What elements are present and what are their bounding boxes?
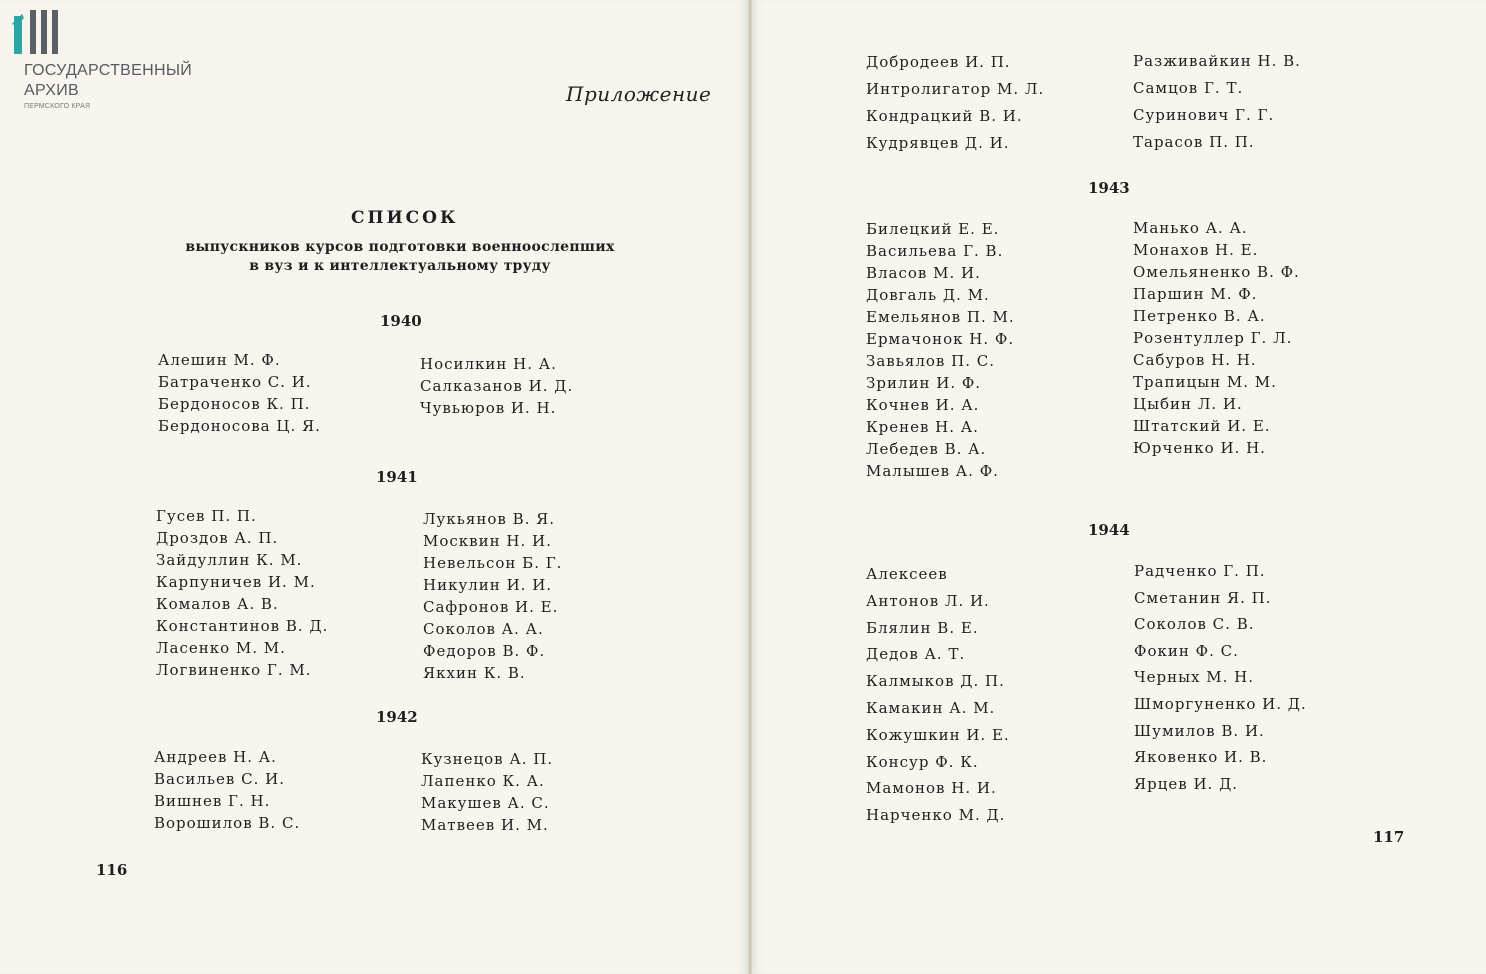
list-subtitle-line2: в вуз и к интеллектуальному труду [249, 258, 551, 274]
list-item: Константинов В. Д. [156, 617, 329, 635]
list-item: Якхин К. В. [423, 664, 526, 682]
list-item: Камакин А. М. [866, 698, 996, 717]
list-item: Васильева Г. В. [866, 242, 1004, 260]
list-item: Шумилов В. И. [1134, 721, 1265, 740]
names-1943-col2 [1133, 217, 1300, 459]
names-1941-col2 [423, 508, 562, 684]
list-item: Штатский И. Е. [1133, 417, 1271, 435]
logo-text-line2: АРХИВ [24, 82, 79, 99]
list-item: Фокин Ф. С. [1134, 641, 1239, 660]
list-item: Гусев П. П. [156, 507, 257, 525]
list-item: Соколов А. А. [423, 620, 544, 638]
list-item: Власов М. И. [866, 264, 981, 282]
list-item: Довгаль Д. М. [866, 286, 990, 304]
list-subtitle [170, 238, 630, 276]
list-item: Трапицын М. М. [1133, 373, 1277, 391]
list-item: Калмыков Д. П. [866, 672, 1005, 691]
names-1943-col1 [866, 218, 1015, 482]
list-item: Ласенко М. М. [156, 639, 286, 657]
list-item: Добродеев И. П. [866, 53, 1011, 71]
list-item: Невельсон Б. Г. [423, 554, 563, 572]
list-item: Логвиненко Г. М. [156, 661, 312, 679]
list-item: Салказанов И. Д. [420, 377, 574, 395]
list-item: Дроздов А. П. [156, 529, 279, 547]
list-item: Юрченко И. Н. [1133, 439, 1266, 457]
list-item: Дедов А. Т. [866, 645, 966, 664]
names-continued-col1 [866, 49, 1044, 157]
archive-logo [8, 6, 208, 116]
year-heading-1943: 1943 [1088, 179, 1130, 197]
list-item: Лапенко К. А. [421, 772, 545, 790]
names-1940-col2 [420, 353, 573, 419]
list-item: Зайдуллин К. М. [156, 551, 303, 569]
list-item: Вишнев Г. Н. [154, 792, 271, 810]
list-item: Москвин Н. И. [423, 532, 552, 550]
year-heading-1942: 1942 [376, 708, 418, 726]
page-number-right: 117 [1373, 828, 1405, 846]
logo-text-line3: ПЕРМСКОГО КРАЯ [24, 103, 91, 110]
page-number-left: 116 [96, 861, 128, 879]
list-item: Алексеев [866, 565, 948, 583]
list-item: Завьялов П. С. [866, 352, 995, 370]
list-item: Алешин М. Ф. [158, 351, 281, 369]
names-1942-col2 [421, 748, 553, 836]
list-item: Сафронов И. Е. [423, 598, 559, 616]
list-item: Ермачонок Н. Ф. [866, 330, 1015, 348]
list-item: Батраченко С. И. [158, 373, 312, 391]
list-item: Петренко В. А. [1133, 307, 1266, 325]
list-item: Бердоносова Ц. Я. [158, 417, 321, 435]
list-item: Кудрявцев Д. И. [866, 134, 1010, 152]
list-item: Шморгуненко И. Д. [1134, 694, 1307, 713]
list-item: Васильев С. И. [154, 770, 286, 788]
list-item: Розентуллер Г. Л. [1133, 329, 1293, 347]
list-item: Разживайкин Н. В. [1133, 52, 1301, 70]
list-item: Кочнев И. А. [866, 396, 980, 414]
list-item: Самцов Г. Т. [1133, 79, 1244, 97]
list-item: Радченко Г. П. [1134, 562, 1266, 580]
list-item: Носилкин Н. А. [420, 355, 557, 373]
list-item: Омельяненко В. Ф. [1133, 263, 1300, 281]
list-item: Консур Ф. К. [866, 752, 979, 771]
list-item: Кузнецов А. П. [421, 750, 554, 768]
list-item: Ярцев И. Д. [1134, 774, 1239, 793]
names-continued-col2 [1133, 48, 1301, 156]
list-title: СПИСОК [351, 208, 459, 228]
list-item: Билецкий Е. Е. [866, 220, 1000, 238]
list-item: Тарасов П. П. [1133, 133, 1255, 151]
list-item: Карпуничев И. М. [156, 573, 316, 591]
list-item: Кожушкин И. Е. [866, 725, 1010, 744]
list-item: Емельянов П. М. [866, 308, 1015, 326]
list-item: Федоров В. Ф. [423, 642, 546, 660]
year-heading-1940: 1940 [380, 312, 422, 330]
list-item: Малышев А. Ф. [866, 462, 999, 480]
list-item: Чувьюров И. Н. [420, 399, 557, 417]
list-item: Яковенко И. В. [1134, 748, 1268, 767]
list-item: Мамонов Н. И. [866, 779, 997, 798]
archive-logo-icon [8, 6, 68, 60]
list-item: Кренев Н. А. [866, 418, 979, 436]
list-item: Блялин В. Е. [866, 618, 979, 637]
year-heading-1944: 1944 [1088, 521, 1130, 539]
list-item: Бердоносов К. П. [158, 395, 311, 413]
list-item: Соколов С. В. [1134, 615, 1255, 634]
list-item: Суринович Г. Г. [1133, 106, 1275, 124]
year-heading-1941: 1941 [376, 468, 418, 486]
list-item: Андреев Н. А. [154, 748, 277, 766]
list-item: Интролигатор М. Л. [866, 80, 1045, 98]
list-item: Матвеев И. М. [421, 816, 549, 834]
list-item: Антонов Л. И. [866, 591, 990, 610]
list-item: Манько А. А. [1133, 219, 1248, 237]
list-item: Ворошилов В. С. [154, 814, 301, 832]
names-1944-col1 [866, 561, 1010, 829]
list-item: Зрилин И. Ф. [866, 374, 982, 392]
list-item: Сабуров Н. Н. [1133, 351, 1257, 369]
list-item: Цыбин Л. И. [1133, 395, 1243, 413]
logo-text-line1: ГОСУДАРСТВЕННЫЙ [24, 62, 193, 79]
list-item: Черных М. Н. [1134, 668, 1254, 687]
list-item: Лукьянов В. Я. [423, 510, 556, 528]
names-1941-col1 [156, 505, 328, 681]
list-item: Паршин М. Ф. [1133, 285, 1258, 303]
list-item: Комалов А. В. [156, 595, 279, 613]
list-item: Лебедев В. А. [866, 440, 987, 458]
list-subtitle-line1: выпускников курсов подготовки военноослепших [185, 239, 615, 255]
list-item: Монахов Н. Е. [1133, 241, 1259, 259]
appendix-label: Приложение [566, 82, 712, 106]
list-item: Сметанин Я. П. [1134, 588, 1272, 607]
names-1944-col2 [1134, 558, 1307, 797]
names-1940-col1 [158, 349, 321, 437]
list-item: Макушев А. С. [421, 794, 550, 812]
names-1942-col1 [154, 746, 300, 834]
list-item: Кондрацкий В. И. [866, 107, 1023, 125]
list-item: Никулин И. И. [423, 576, 553, 594]
list-item: Нарченко М. Д. [866, 806, 1006, 825]
